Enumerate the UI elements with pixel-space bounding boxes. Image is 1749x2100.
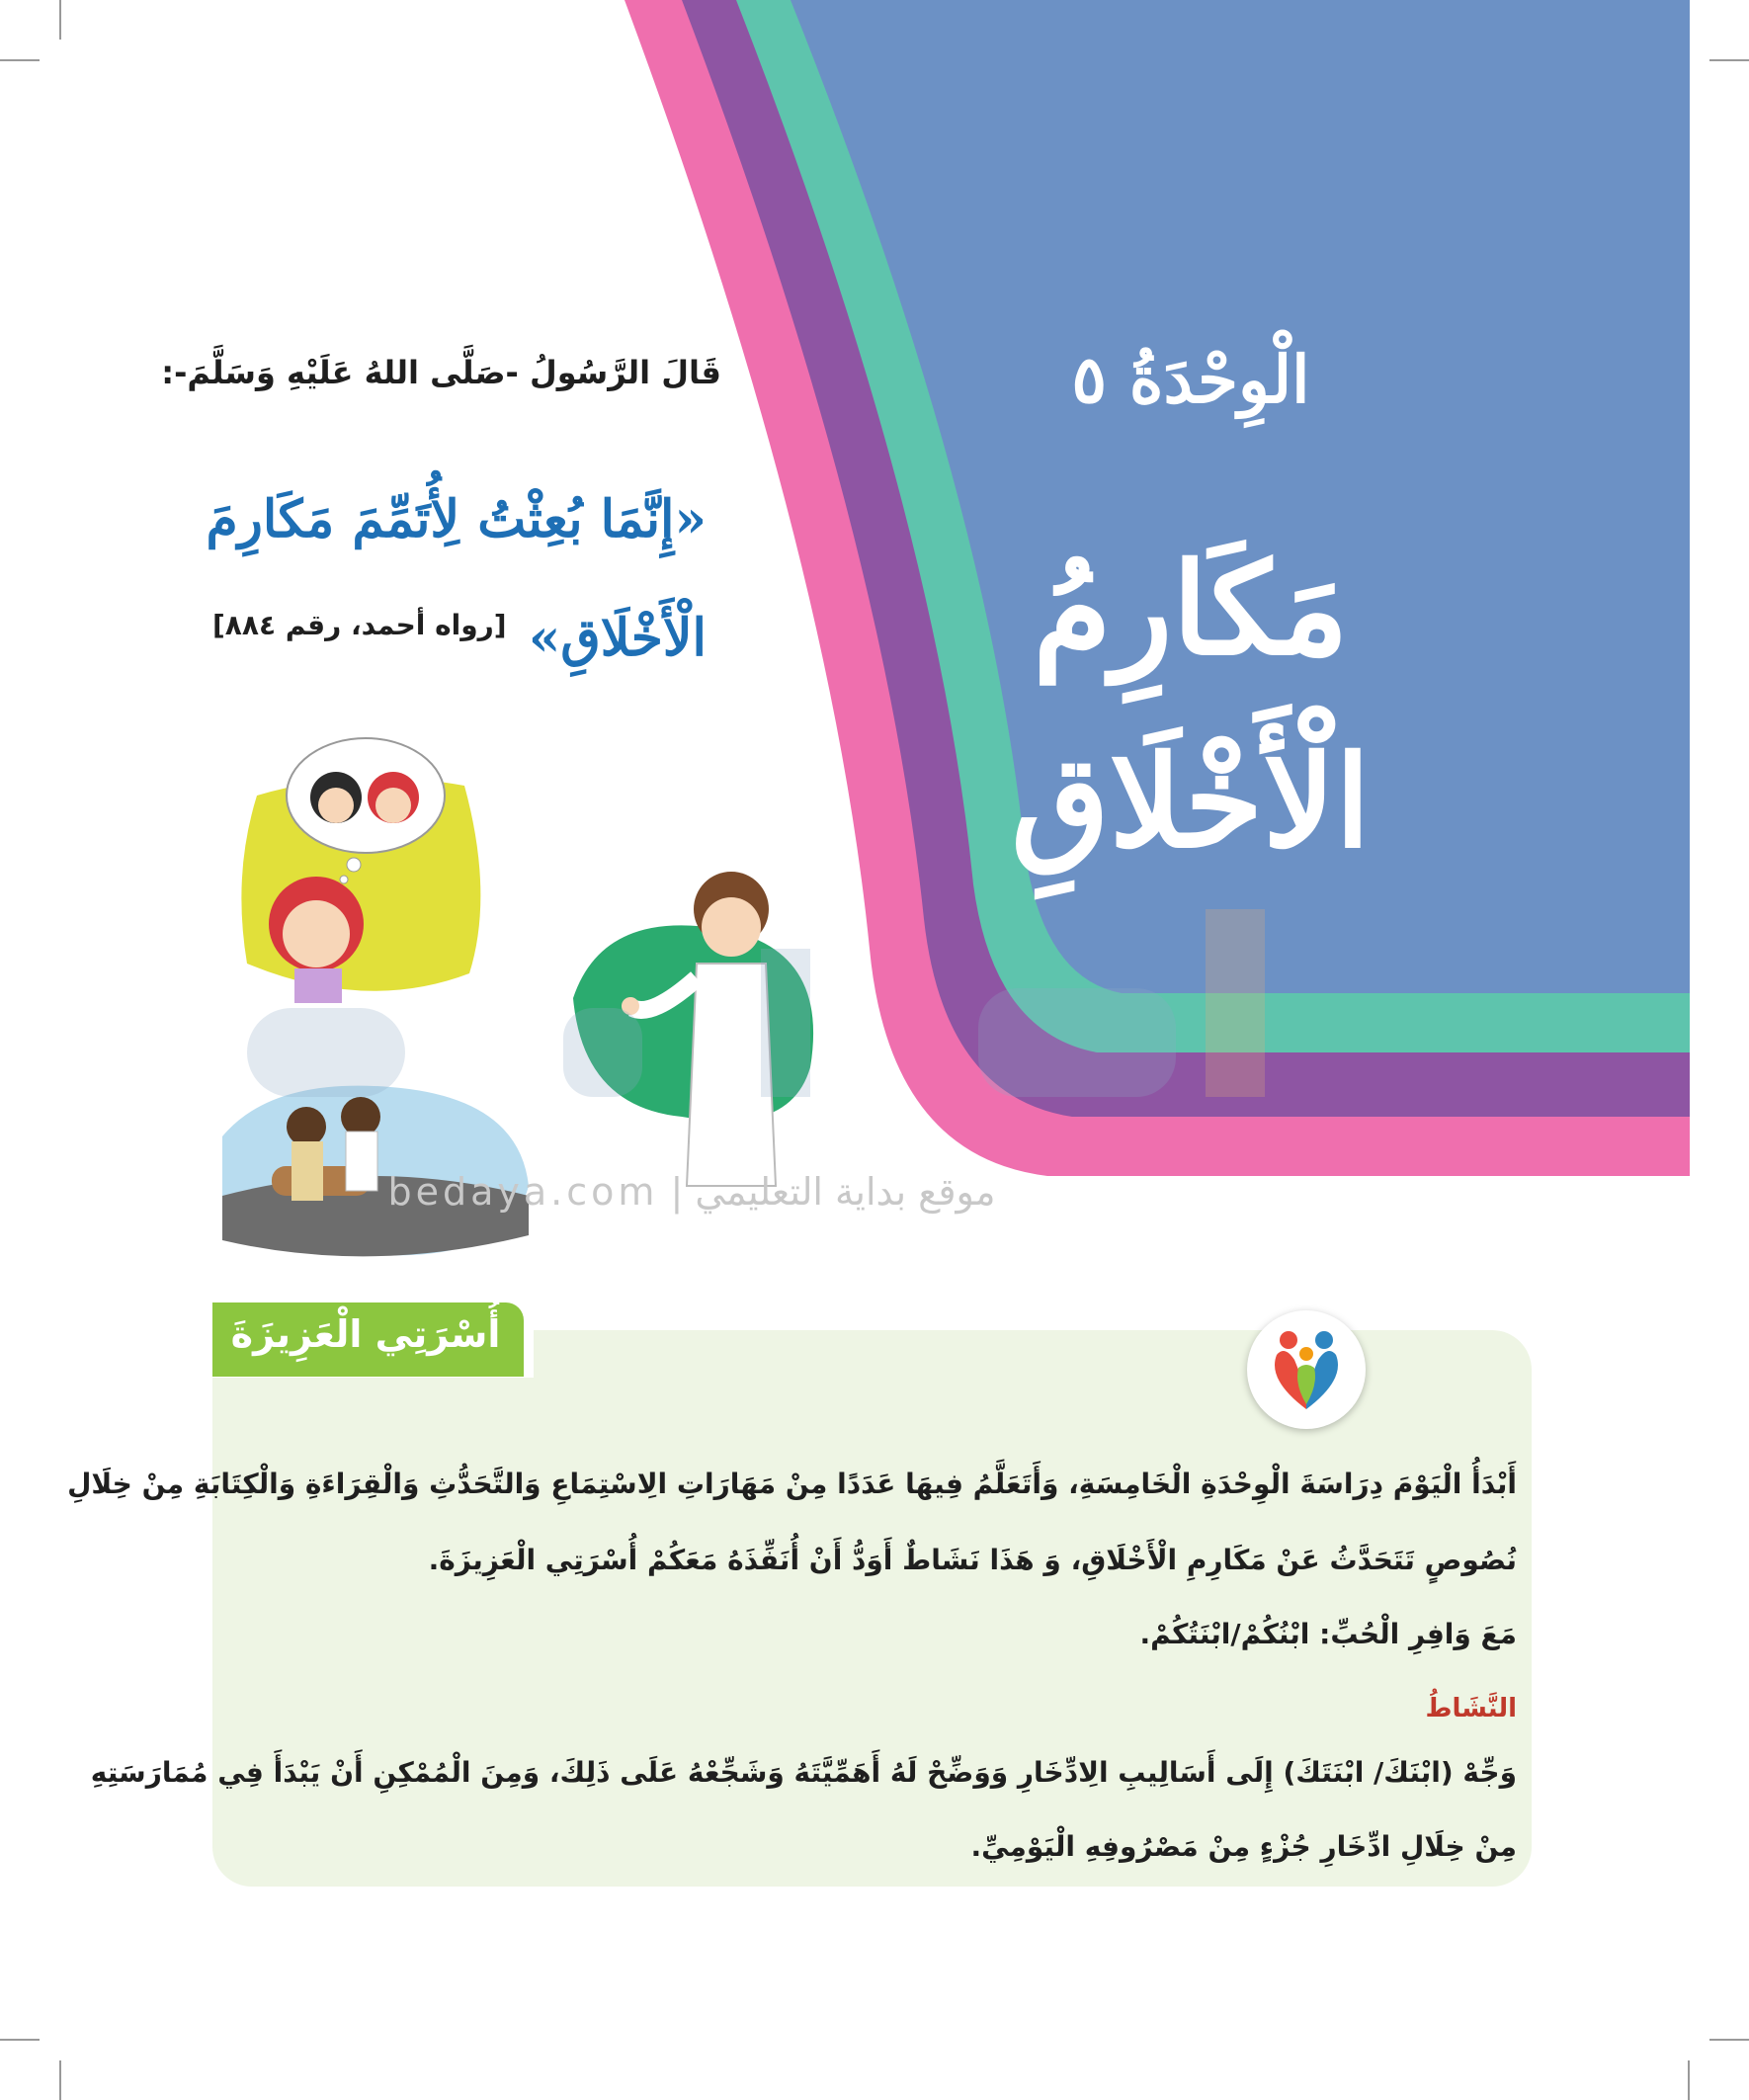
hadith-reference: [رواه أحمد، رقم ٨٨٤] bbox=[212, 609, 507, 641]
family-logo bbox=[1247, 1310, 1366, 1429]
watermark-text: موقع بداية التعليمي | bedaya.com bbox=[387, 1170, 996, 1214]
unit-title-line1: مَكَارِمُ bbox=[1033, 536, 1349, 684]
activity-line2: مِنْ خِلَالِ ادِّخَارِ جُزْءٍ مِنْ مَصْرُوفِهِ الْيَوْمِيِّ. bbox=[970, 1830, 1517, 1863]
watermark-logo bbox=[208, 889, 1492, 1186]
unit-title bbox=[855, 514, 1527, 899]
unit-number-label: الْوِحْدَةُ ٥ bbox=[1071, 341, 1310, 418]
hadith-text bbox=[153, 461, 707, 698]
family-tab-label: أُسْرَتِي الْعَزِيزَةَ bbox=[230, 1312, 501, 1356]
family-paragraph-line1: أَبْدَأُ الْيَوْمَ دِرَاسَةَ الْوِحْدَةِ الْخَامِسَةِ، وَأَتَعَلَّمُ فِيهَا عَدَدًا مِنْ مَهَارَاتِ الِاسْتِمَاعِ وَالتَّحَدُّثِ وَالْقِرَاءَةِ وَالْكِتَابَةِ مِنْ خِلَالِ bbox=[67, 1468, 1517, 1500]
hadith-line1: «إِنَّمَا بُعِثْتُ لِأُتَمِّمَ مَكَارِمَ bbox=[206, 489, 707, 549]
hadith-line2: الْأَخْلَاقِ» bbox=[528, 608, 707, 668]
crop-mark bbox=[59, 2060, 61, 2100]
crop-mark bbox=[1688, 2060, 1690, 2100]
family-hearts-icon bbox=[1247, 1310, 1366, 1429]
crop-mark bbox=[0, 2039, 40, 2041]
unit-title-line2: الْأَخْلَاقِ bbox=[1011, 728, 1371, 877]
activity-heading: النَّشَاطُ bbox=[1425, 1694, 1517, 1723]
crop-mark bbox=[1709, 2039, 1749, 2041]
activity-line1: وَجِّهْ (ابْنَكَ/ ابْنَتَكَ) إِلَى أَسَالِيبِ الِادِّخَارِ وَوَضِّحْ لَهُ أَهَمِّيَّتَهُ وَشَجِّعْهُ عَلَى ذَلِكَ، وَمِنَ الْمُمْكِنِ أَنْ يَبْدَأَ فِي مُمَارَسَتِهِ bbox=[90, 1756, 1517, 1789]
hadith-intro: قَالَ الرَّسُولُ -صَلَّى اللهُ عَلَيْهِ وَسَلَّمَ-: bbox=[161, 354, 721, 391]
family-paragraph-line2: نُصُوصٍ تَتَحَدَّثُ عَنْ مَكَارِمِ الْأَخْلَاقِ، وَ هَذَا نَشَاطٌ أَوَدُّ أَنْ أُنَفِّذَهُ مَعَكُمْ أُسْرَتِي الْعَزِيزَةَ. bbox=[428, 1544, 1517, 1576]
family-signoff: مَعَ وَافِرِ الْحُبِّ: ابْنُكُمْ/ابْنَتُكُمْ. bbox=[1139, 1618, 1517, 1650]
